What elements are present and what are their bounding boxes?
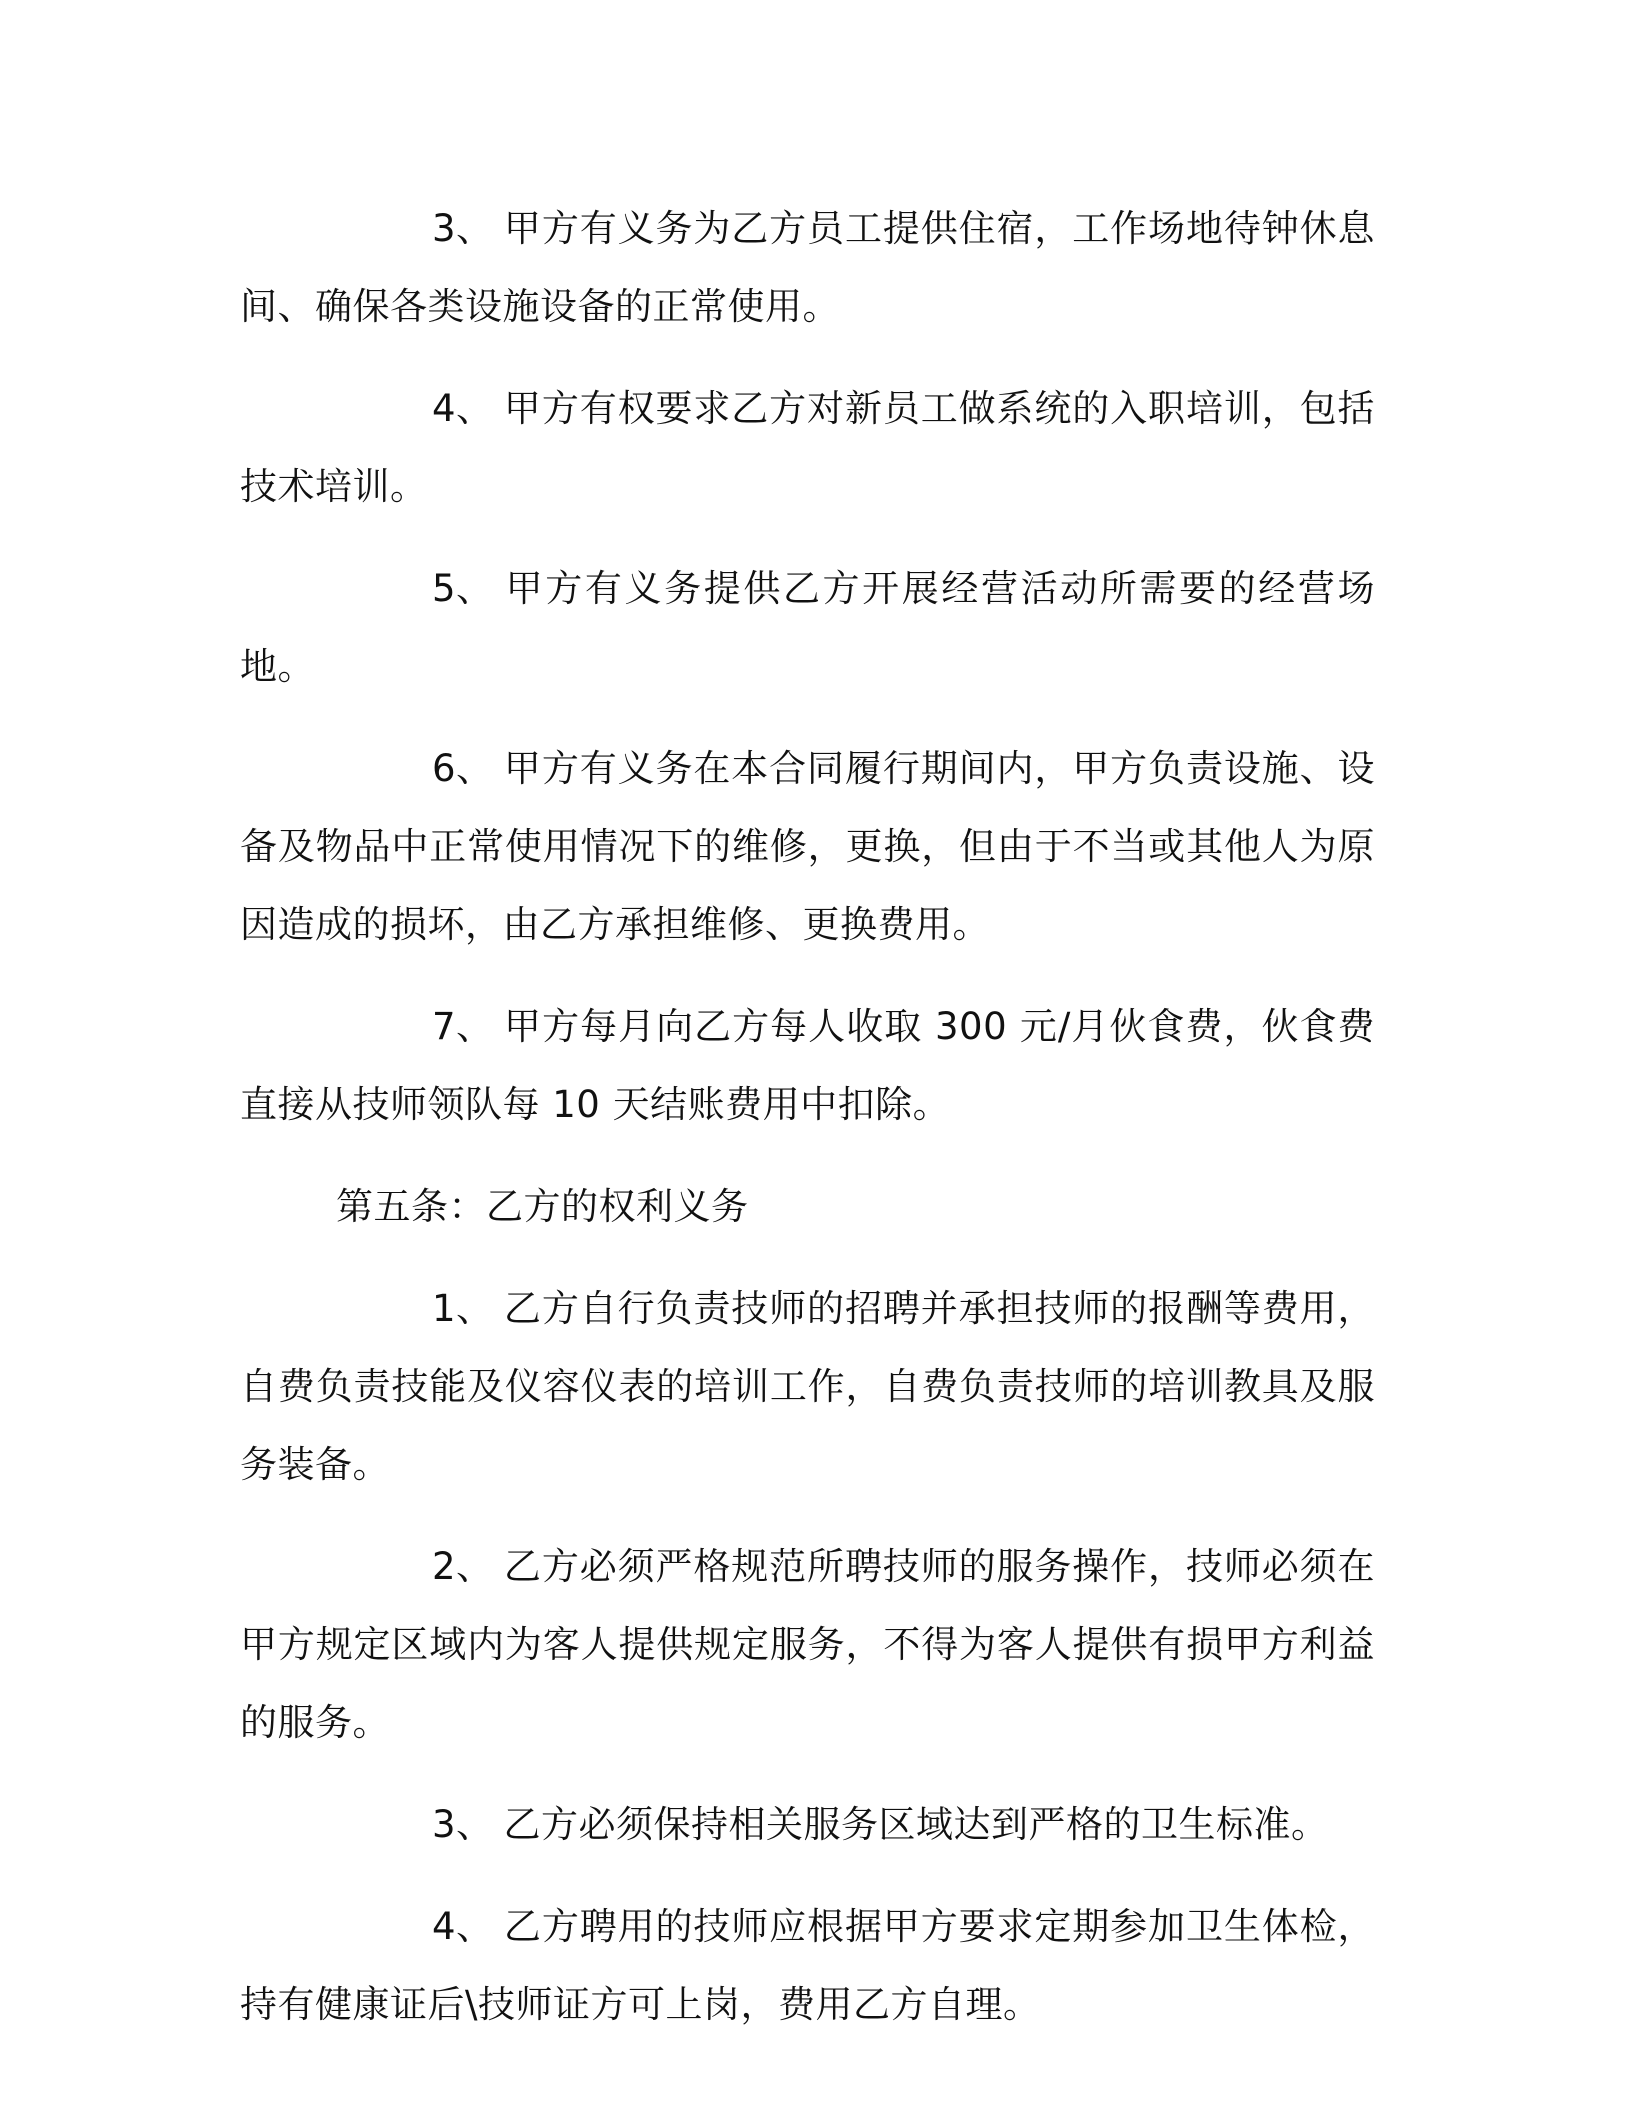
- clause-number: 5、: [432, 567, 494, 610]
- document-body: [240, 190, 1375, 2068]
- clause-paragraph: [240, 550, 1375, 706]
- clause-text: 甲方有权要求乙方对新员工做系统的入职培训，包括技术培训。: [240, 387, 1375, 508]
- clause-paragraph: [240, 1528, 1375, 1762]
- clause-number: 3、: [432, 1803, 494, 1846]
- clause-number: 1、: [432, 1287, 494, 1330]
- clause-paragraph: [240, 1888, 1375, 2044]
- clause-paragraph: [240, 190, 1375, 346]
- clause-paragraph: [240, 988, 1375, 1144]
- clause-number: 3、: [432, 207, 494, 250]
- clause-number: 4、: [432, 1905, 494, 1948]
- clause-paragraph: [240, 1786, 1375, 1864]
- clause-paragraph: [240, 730, 1375, 964]
- clause-text: 甲方有义务提供乙方开展经营活动所需要的经营场地。: [240, 567, 1375, 688]
- clause-text: 乙方必须严格规范所聘技师的服务操作，技师必须在甲方规定区域内为客人提供规定服务，不得为客人提供有损甲方利益的服务。: [240, 1545, 1375, 1744]
- clause-text: 甲方有义务在本合同履行期间内，甲方负责设施、设备及物品中正常使用情况下的维修，更换，但由于不当或其他人为原因造成的损坏，由乙方承担维修、更换费用。: [240, 747, 1375, 946]
- clause-text: 乙方必须保持相关服务区域达到严格的卫生标准。: [503, 1803, 1329, 1846]
- clause-number: 7、: [432, 1005, 494, 1048]
- clause-number: 2、: [432, 1545, 494, 1588]
- clause-text: 甲方每月向乙方每人收取 300 元/月伙食费，伙食费直接从技师领队每 10 天结账费用中扣除。: [240, 1005, 1375, 1126]
- section-heading-text: 第五条：乙方的权利义务: [336, 1185, 749, 1228]
- clause-paragraph: [240, 370, 1375, 526]
- clause-number: 4、: [432, 387, 494, 430]
- clause-number: 6、: [432, 747, 494, 790]
- clause-text: 乙方聘用的技师应根据甲方要求定期参加卫生体检，持有健康证后\技师证方可上岗，费用乙方自理。: [240, 1905, 1375, 2026]
- clause-paragraph: [240, 1270, 1375, 1504]
- clause-text: 乙方自行负责技师的招聘并承担技师的报酬等费用，自费负责技能及仪容仪表的培训工作，自费负责技师的培训教具及服务装备。: [240, 1287, 1375, 1486]
- clause-text: 甲方有义务为乙方员工提供住宿，工作场地待钟休息间、确保各类设施设备的正常使用。: [240, 207, 1375, 328]
- section-heading: [240, 1168, 1375, 1246]
